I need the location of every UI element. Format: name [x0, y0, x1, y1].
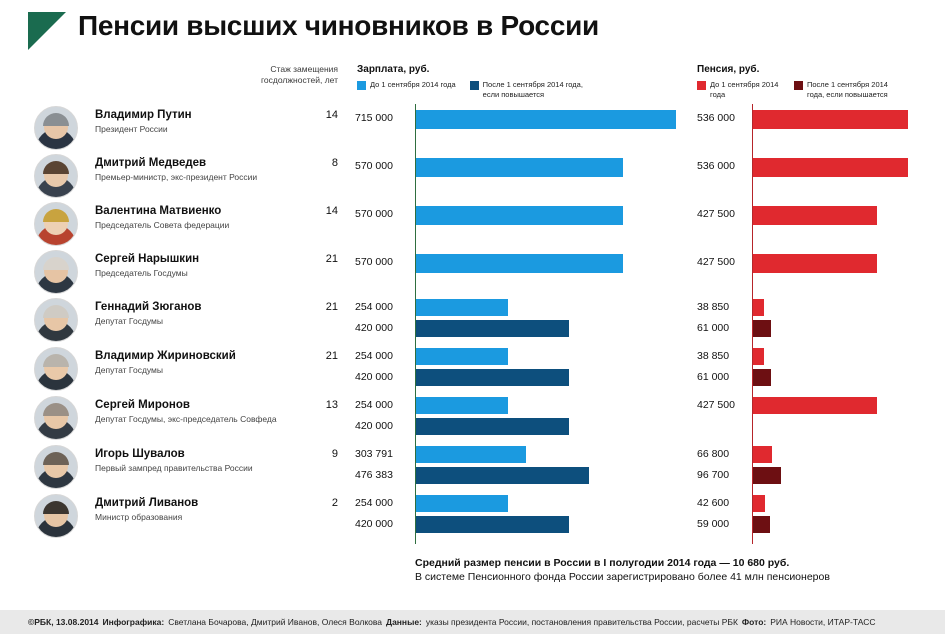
salary-value-label: 420 000 — [355, 371, 393, 383]
avatar — [34, 106, 78, 150]
column-header-pension: Пенсия, руб. — [697, 64, 760, 75]
salary-bar — [416, 516, 569, 533]
person-position: Депутат Госдумы, экс-председатель Совфеда — [95, 414, 277, 424]
person-name: Валентина Матвиенко — [95, 205, 222, 217]
pension-value-label: 427 500 — [697, 208, 735, 220]
column-header-tenure: Стаж замещения госдолжностей, лет — [260, 64, 338, 85]
salary-bar — [416, 254, 623, 273]
pension-value-label: 38 850 — [697, 350, 730, 362]
tenure-years: 14 — [325, 109, 338, 121]
person-name: Сергей Нарышкин — [95, 253, 200, 265]
pension-value-label: 61 000 — [697, 322, 730, 334]
footer-photo-label: Фото: — [741, 617, 767, 627]
chart-row — [0, 492, 945, 541]
salary-bar — [416, 495, 508, 512]
column-header-salary: Зарплата, руб. — [357, 64, 430, 75]
chart-row — [0, 296, 945, 345]
tenure-years: 2 — [331, 497, 338, 509]
pension-bar — [753, 397, 877, 414]
pension-value-label: 42 600 — [697, 497, 730, 509]
person-position: Председатель Совета федерации — [95, 220, 230, 230]
salary-bar — [416, 158, 623, 177]
pension-value-label: 38 850 — [697, 301, 730, 313]
footer-data-label: Данные: — [386, 617, 422, 627]
avatar — [34, 396, 78, 440]
pension-bar — [753, 516, 770, 533]
chart-rows — [0, 104, 945, 541]
person-position: Премьер-министр, экс-президент России — [95, 172, 258, 182]
legend-label-pension-before: До 1 сентября 2014 года — [710, 80, 779, 99]
footer-credits — [0, 610, 945, 634]
salary-value-label: 420 000 — [355, 518, 393, 530]
tenure-years: 14 — [325, 205, 338, 217]
pension-bar — [753, 495, 765, 512]
person-position: Министр образования — [95, 512, 183, 522]
header — [0, 0, 945, 58]
legend-salary — [357, 80, 593, 99]
avatar — [34, 347, 78, 391]
legend-pension — [697, 80, 907, 99]
chart-row — [0, 443, 945, 492]
person-name: Владимир Жириновский — [95, 350, 236, 362]
legend-swatch-pension-after — [794, 81, 803, 90]
salary-bar — [416, 397, 508, 414]
pension-bar — [753, 299, 764, 316]
pension-value-label: 59 000 — [697, 518, 730, 530]
footer-infographics-value: Светлана Бочарова, Дмитрий Иванов, Олеся Волкова — [168, 617, 383, 627]
salary-bar — [416, 467, 589, 484]
legend-swatch-salary-after — [470, 81, 479, 90]
avatar — [34, 154, 78, 198]
legend-swatch-salary-before — [357, 81, 366, 90]
tenure-years: 9 — [331, 448, 338, 460]
pension-bar — [753, 158, 908, 177]
tenure-years: 13 — [325, 399, 338, 411]
pension-bar — [753, 206, 877, 225]
salary-bar — [416, 348, 508, 365]
legend-label-salary-after: После 1 сентября 2014 года, если повышается — [482, 80, 583, 99]
pension-bar — [753, 467, 781, 484]
chart-row — [0, 345, 945, 394]
legend-item-pension-before — [697, 80, 780, 99]
person-position: Президент России — [95, 124, 168, 134]
legend-item-salary-after — [470, 80, 593, 99]
salary-value-label: 570 000 — [355, 208, 393, 220]
summary-note-line1: Средний размер пенсии в России в I полугодии 2014 года — 10 680 руб. — [415, 557, 790, 569]
legend-label-salary-before: До 1 сентября 2014 года — [370, 80, 456, 89]
pension-value-label: 96 700 — [697, 469, 730, 481]
salary-value-label: 303 791 — [355, 448, 393, 460]
person-position: Первый зампред правительства России — [95, 463, 253, 473]
salary-bar — [416, 369, 569, 386]
salary-bar — [416, 320, 569, 337]
person-name: Дмитрий Медведев — [95, 157, 207, 169]
salary-value-label: 715 000 — [355, 112, 393, 124]
salary-value-label: 254 000 — [355, 497, 393, 509]
salary-value-label: 420 000 — [355, 322, 393, 334]
salary-value-label: 254 000 — [355, 301, 393, 313]
salary-bar — [416, 110, 676, 129]
pension-value-label: 536 000 — [697, 112, 735, 124]
tenure-years: 21 — [325, 253, 338, 265]
footer-infographics-label: Инфографика: — [102, 617, 165, 627]
chart-row — [0, 152, 945, 200]
page-title: Пенсии высших чиновников в России — [78, 10, 599, 41]
person-name: Владимир Путин — [95, 109, 192, 121]
person-name: Игорь Шувалов — [95, 448, 185, 460]
salary-value-label: 476 383 — [355, 469, 393, 481]
person-name: Геннадий Зюганов — [95, 301, 202, 313]
salary-value-label: 570 000 — [355, 256, 393, 268]
rbc-logo-icon — [28, 12, 66, 50]
salary-value-label: 420 000 — [355, 420, 393, 432]
legend-item-pension-after — [794, 80, 907, 99]
footer-data-value: указы президента России, постановления правительства России, расчеты РБК — [425, 617, 738, 627]
tenure-years: 21 — [325, 301, 338, 313]
pension-bar — [753, 446, 772, 463]
avatar — [34, 494, 78, 538]
summary-note — [415, 556, 935, 584]
chart-row — [0, 104, 945, 152]
pension-value-label: 536 000 — [697, 160, 735, 172]
pension-bar — [753, 254, 877, 273]
avatar — [34, 202, 78, 246]
salary-bar — [416, 299, 508, 316]
salary-bar — [416, 206, 623, 225]
person-name: Дмитрий Ливанов — [95, 497, 199, 509]
pension-value-label: 66 800 — [697, 448, 730, 460]
chart-row — [0, 248, 945, 296]
pension-bar — [753, 348, 764, 365]
pension-bar — [753, 110, 908, 129]
avatar — [34, 298, 78, 342]
tenure-years: 21 — [325, 350, 338, 362]
salary-value-label: 570 000 — [355, 160, 393, 172]
avatar — [34, 250, 78, 294]
summary-note-line2: В системе Пенсионного фонда России зарегистрировано более 41 млн пенсионеров — [415, 571, 830, 583]
footer-photo-value: РИА Новости, ИТАР-ТАСС — [770, 617, 876, 627]
pension-value-label: 427 500 — [697, 256, 735, 268]
salary-value-label: 254 000 — [355, 350, 393, 362]
salary-bar — [416, 446, 526, 463]
chart-row — [0, 200, 945, 248]
footer-source: ©РБК, 13.08.2014 — [28, 617, 99, 627]
pension-bar — [753, 369, 771, 386]
tenure-years: 8 — [331, 157, 338, 169]
person-position: Депутат Госдумы — [95, 365, 164, 375]
legend-label-pension-after: После 1 сентября 2014 года, если повышается — [807, 80, 888, 99]
legend-item-salary-before — [357, 80, 456, 99]
legend-swatch-pension-before — [697, 81, 706, 90]
chart-row — [0, 394, 945, 443]
person-position: Председатель Госдумы — [95, 268, 188, 278]
avatar — [34, 445, 78, 489]
person-position: Депутат Госдумы — [95, 316, 164, 326]
pension-value-label: 427 500 — [697, 399, 735, 411]
salary-bar — [416, 418, 569, 435]
salary-value-label: 254 000 — [355, 399, 393, 411]
pension-bar — [753, 320, 771, 337]
person-name: Сергей Миронов — [95, 399, 190, 411]
pension-value-label: 61 000 — [697, 371, 730, 383]
